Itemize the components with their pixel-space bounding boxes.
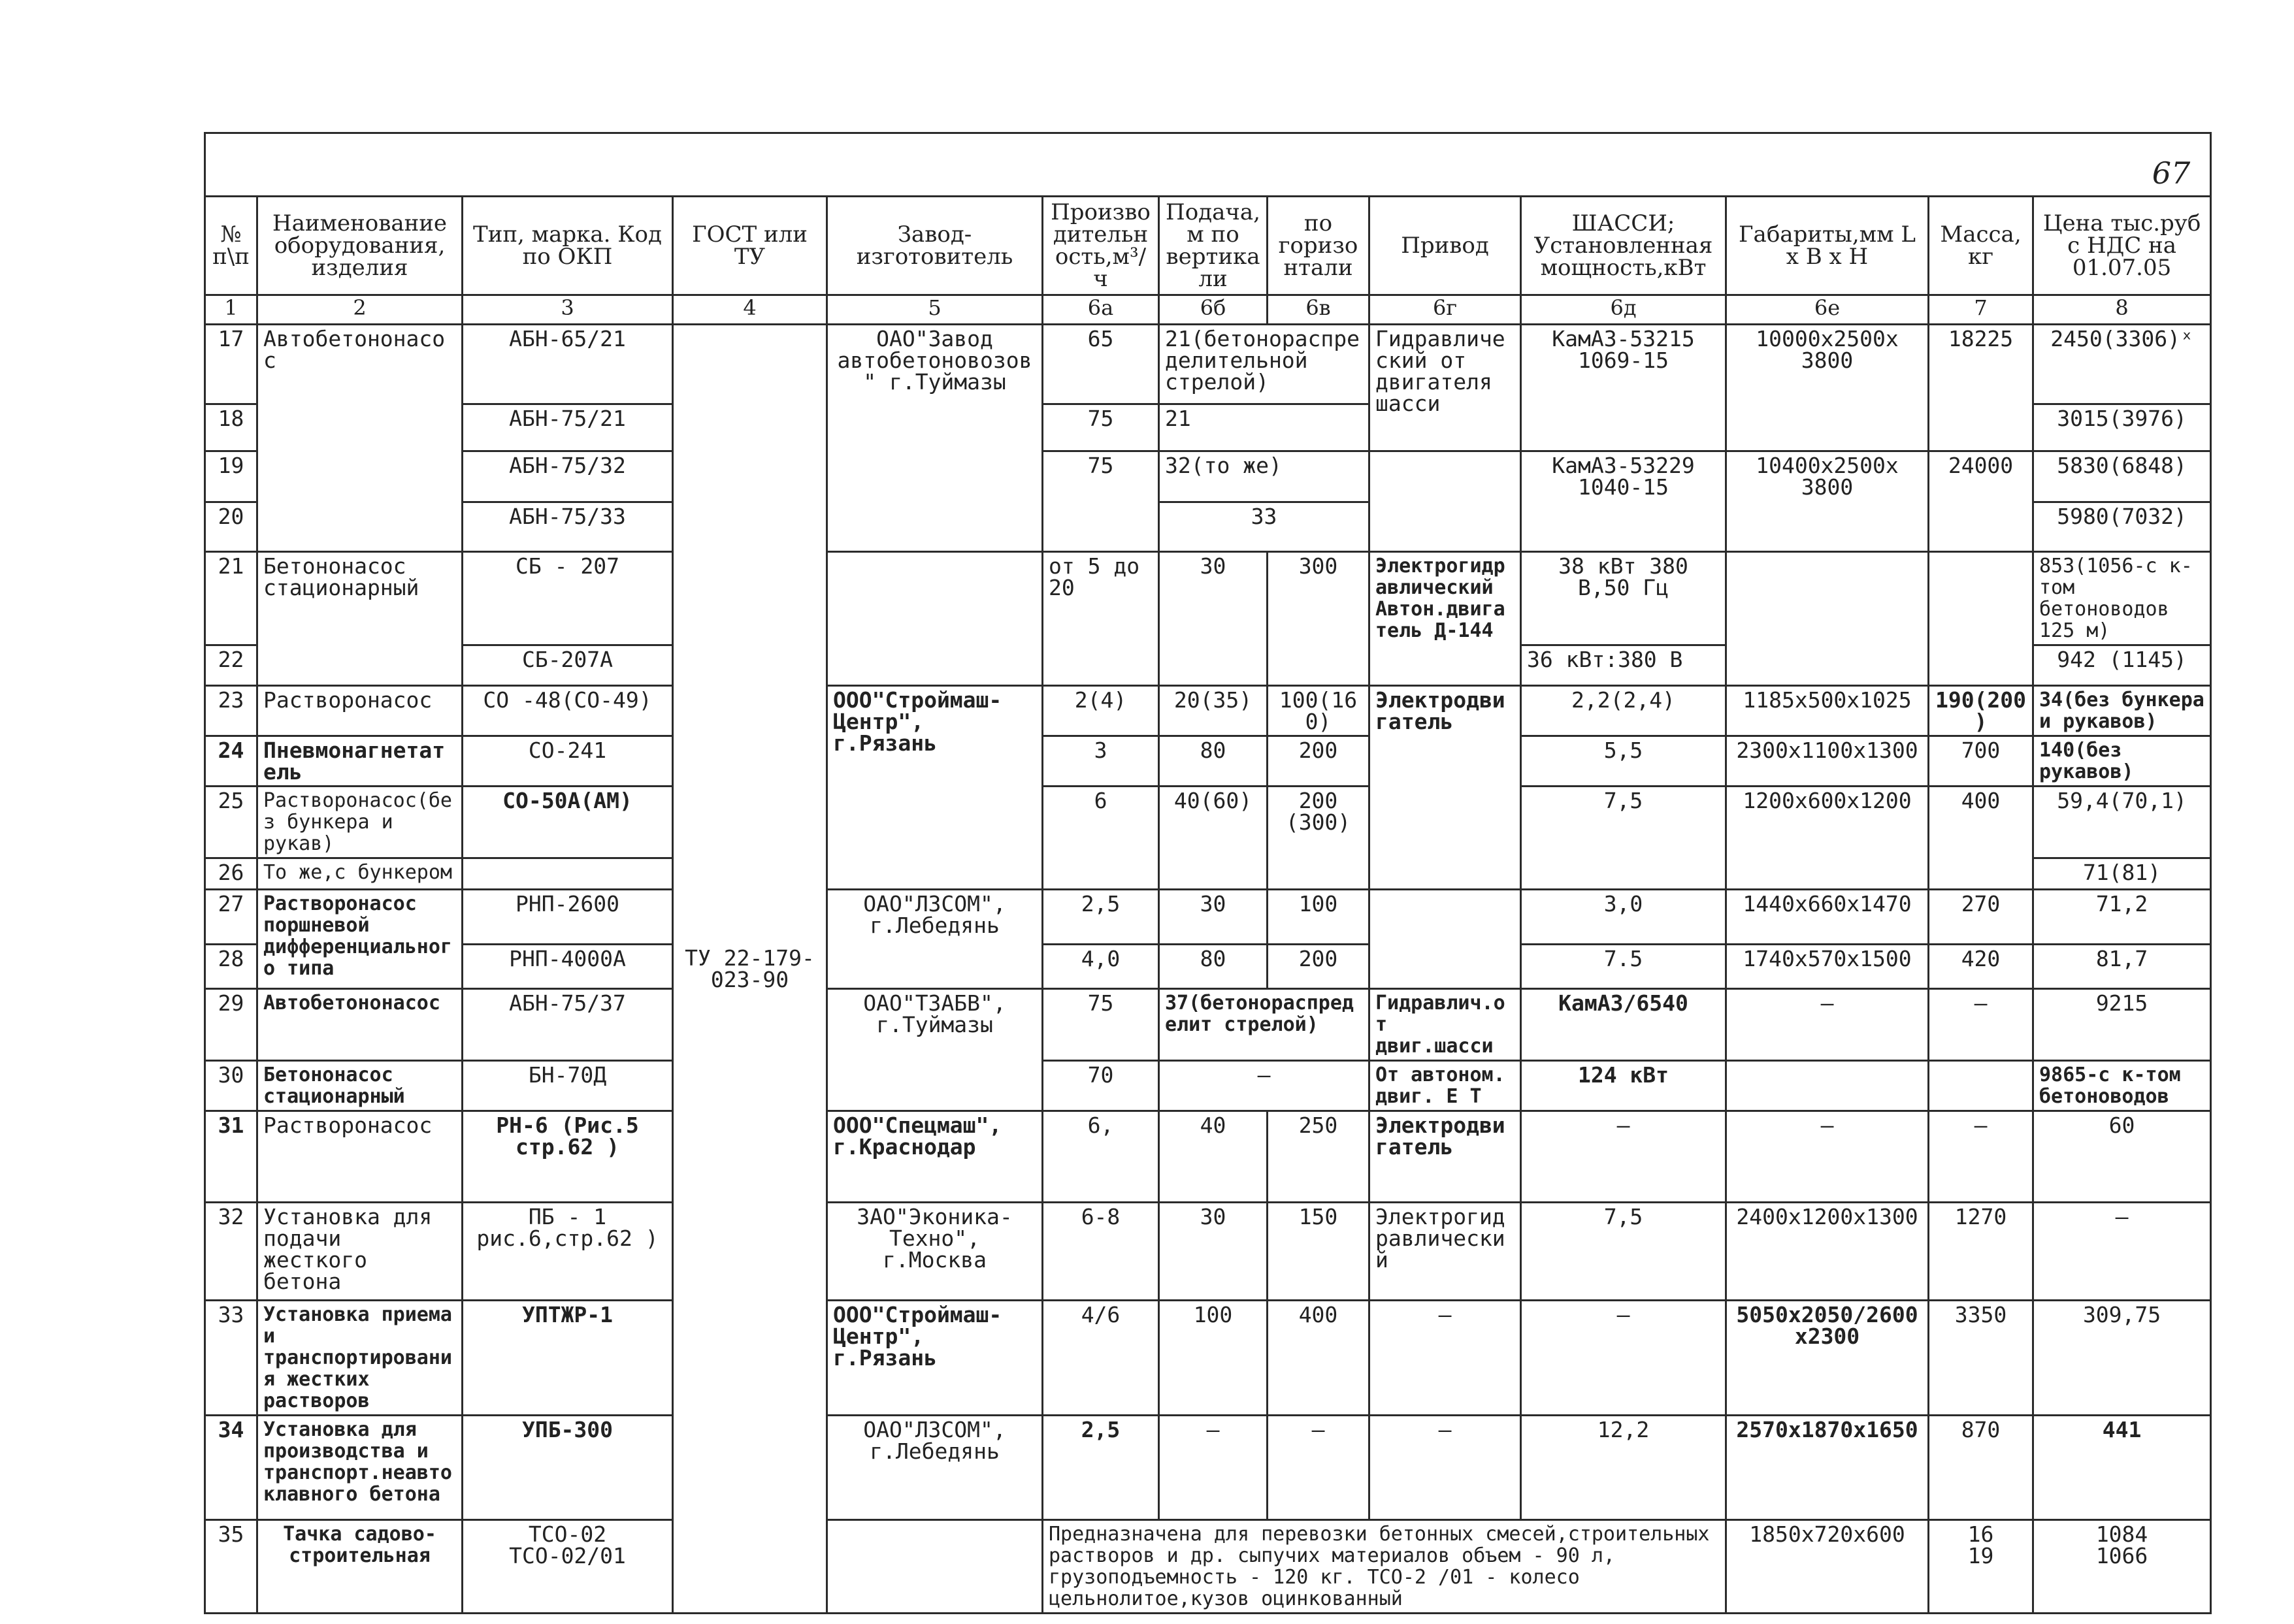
price: 71(81) [2033,858,2211,890]
table-row [205,1520,2211,1614]
dimensions: 2570x1870x1650 [1726,1416,1929,1520]
drive: Электродвигатель [1369,686,1521,890]
row-number: 33 [205,1301,257,1416]
col-num: 2 [257,295,463,325]
item-type: РНП-4000А [463,945,673,989]
plant: ОАО"ЛЗСОМ", г.Лебедянь [827,1416,1043,1520]
item-name: Установка для производства и транспорт.неавтоклавного бетона [257,1416,463,1520]
row-number: 28 [205,945,257,989]
table-row [205,325,2211,404]
row-number: 23 [205,686,257,736]
mass: — [1929,1111,2033,1203]
item-type-line: ТСО-02 [528,1521,607,1547]
price: 34(без бункера и рукавов) [2033,686,2211,736]
col-num: 6д [1521,295,1726,325]
chassis: КамАЗ-53229 1040-15 [1521,451,1726,552]
mass: 18225 [1929,325,2033,451]
vertical-feed: 30 [1159,552,1268,686]
dimensions: — [1726,1111,1929,1203]
col-num: 1 [205,295,257,325]
horizontal-feed: 300 [1268,552,1369,686]
row-number: 26 [205,858,257,890]
vertical-feed: 20(35) [1159,686,1268,736]
price: 5830(6848) [2033,451,2211,502]
item-name: Автобетононасос [257,325,463,552]
dimensions: 1200x600x1200 [1726,787,1929,890]
col-num: 6в [1268,295,1369,325]
productivity: 75 [1043,404,1159,451]
chassis: 36 кВт:380 В [1521,645,1726,686]
horizontal-feed: — [1268,1416,1369,1520]
item-type: ПБ - 1 рис.6,стр.62 ) [463,1203,673,1301]
drive: Гидравлич.от двиг.шасси [1369,989,1521,1061]
price: 5980(7032) [2033,502,2211,552]
row-number: 18 [205,404,257,451]
item-name: Растворонасос [257,1111,463,1203]
row-number: 32 [205,1203,257,1301]
price: 3015(3976) [2033,404,2211,451]
item-type: РН-6 (Рис.5 стр.62 ) [463,1111,673,1203]
plant: ООО"Спецмаш", г.Краснодар [827,1111,1043,1203]
drive [1369,451,1521,552]
productivity: 2,5 [1043,1416,1159,1520]
item-name: Пневмонагнетатель [257,736,463,787]
mass-line: 16 [1967,1521,1994,1547]
table-row [205,890,2211,945]
header-horizontal: по горизонтали [1268,197,1369,295]
row-number: 31 [205,1111,257,1203]
header-row [205,197,2211,295]
dimensions: 1440x660x1470 [1726,890,1929,945]
mass-line: 19 [1967,1543,1994,1568]
mass: 270 [1929,890,2033,945]
vertical-feed: 21(бетонораспределительной стрелой) [1159,325,1369,404]
productivity: 4/6 [1043,1301,1159,1416]
item-type: АБН-65/21 [463,325,673,404]
item-name: То же,с бункером [257,858,463,890]
productivity: 2,5 [1043,890,1159,945]
page-number: 67 [2152,155,2191,191]
vertical-feed: 40(60) [1159,787,1268,890]
productivity: 75 [1043,989,1159,1061]
row-number: 19 [205,451,257,502]
item-type [463,858,673,890]
productivity: 6 [1043,787,1159,890]
header-vertical: Подача, м по вертикали [1159,197,1268,295]
item-type: АБН-75/33 [463,502,673,552]
item-name: Растворонасос(без бункера и рукав) [257,787,463,858]
table-row [205,451,2211,502]
productivity: 4,0 [1043,945,1159,989]
header-dimensions: Габариты,мм L x B x H [1726,197,1929,295]
item-type-line: ТСО-02/01 [509,1543,626,1568]
row-number: 24 [205,736,257,787]
header-type: Тип, марка. Код по ОКП [463,197,673,295]
col-num: 6б [1159,295,1268,325]
chassis: 7,5 [1521,1203,1726,1301]
table-row [205,1061,2211,1111]
row-number: 30 [205,1061,257,1111]
productivity: от 5 до 20 [1043,552,1159,686]
vertical-feed: 21 [1159,404,1369,451]
item-name: Бетононасос стационарный [257,552,463,686]
item-type: УПБ-300 [463,1416,673,1520]
drive: Гидравлический от двигателя шасси [1369,325,1521,451]
price: 71,2 [2033,890,2211,945]
dimensions: — [1726,989,1929,1061]
price: 60 [2033,1111,2211,1203]
table-row [205,945,2211,989]
chassis: 38 кВт 380 В,50 Гц [1521,552,1726,645]
productivity: 65 [1043,325,1159,404]
price: 59,4(70,1) [2033,787,2211,858]
productivity: 70 [1043,1061,1159,1111]
plant: ОАО"ТЗАБВ", г.Туймазы [827,989,1043,1111]
drive: От автоном. двиг. Е Т [1369,1061,1521,1111]
dimensions: 5050x2050/2600 x2300 [1726,1301,1929,1416]
mass [1929,1061,2033,1111]
table-row [205,1416,2211,1520]
item-name: Тачка садово-строительная [257,1520,463,1614]
price: 441 [2033,1416,2211,1520]
productivity: 6, [1043,1111,1159,1203]
chassis: 3,0 [1521,890,1726,945]
table-row [205,787,2211,858]
chassis: — [1521,1111,1726,1203]
row-number: 35 [205,1520,257,1614]
item-name: Автобетононасос [257,989,463,1061]
table-row [205,989,2211,1061]
chassis: — [1521,1301,1726,1416]
chassis: 2,2(2,4) [1521,686,1726,736]
productivity: 6-8 [1043,1203,1159,1301]
horizontal-feed: 250 [1268,1111,1369,1203]
chassis: 12,2 [1521,1416,1726,1520]
dimensions [1726,1061,1929,1111]
item-name: Растворонасос [257,686,463,736]
col-num: 8 [2033,295,2211,325]
mass: 1270 [1929,1203,2033,1301]
row-number: 29 [205,989,257,1061]
vertical-feed: 37(бетонораспределит стрелой) [1159,989,1369,1061]
horizontal-feed: 200 [1268,945,1369,989]
header-price: Цена тыс.руб с НДС на 01.07.05 [2033,197,2211,295]
drive: — [1369,1301,1521,1416]
mass: 3350 [1929,1301,2033,1416]
chassis: КамАЗ-53215 1069-15 [1521,325,1726,451]
header-chassis: ШАССИ; Установленная мощность,кВт [1521,197,1726,295]
table-row [205,1301,2211,1416]
price-line: 1084 [2095,1521,2148,1547]
mass [1929,552,2033,686]
table-row [205,1203,2211,1301]
table-row [205,736,2211,787]
price-line: 1066 [2095,1543,2148,1568]
item-name: Установка для подачи жесткого бетона [257,1203,463,1301]
price [2033,1520,2211,1614]
item-name: Установка приема и транспортирования жестких растворов [257,1301,463,1416]
dimensions: 1850x720x600 [1726,1520,1929,1614]
top-band-row [205,133,2211,197]
price: 942 (1145) [2033,645,2211,686]
productivity: 75 [1043,451,1159,552]
mass: 870 [1929,1416,2033,1520]
plant: ООО"Строймаш-Центр", г.Рязань [827,686,1043,890]
horizontal-feed: 400 [1268,1301,1369,1416]
header-mass: Масса, кг [1929,197,2033,295]
row-number: 34 [205,1416,257,1520]
table-row [205,552,2211,645]
item-name: Растворонасос поршневой дифференциального типа [257,890,463,989]
drive: Электрогидравлический [1369,1203,1521,1301]
plant: ЗАО"Эконика-Техно", г.Москва [827,1203,1043,1301]
header-plant: Завод-изготовитель [827,197,1043,295]
top-band [205,133,2211,197]
equipment-table [204,132,2212,1614]
drive: Электродвигатель [1369,1111,1521,1203]
item-type: СБ-207А [463,645,673,686]
horizontal-feed: 150 [1268,1203,1369,1301]
mass [1929,1520,2033,1614]
row-number: 21 [205,552,257,645]
column-number-row [205,295,2211,325]
price: 9215 [2033,989,2211,1061]
item-type: СО-50А(АМ) [463,787,673,858]
dimensions [1726,552,1929,686]
item-type: СО -48(СО-49) [463,686,673,736]
drive [1369,890,1521,989]
mass: 400 [1929,787,2033,890]
plant: ОАО"Завод автобетоновозов" г.Туймазы [827,325,1043,552]
price: 81,7 [2033,945,2211,989]
dimensions: 1740x570x1500 [1726,945,1929,989]
row-number: 27 [205,890,257,945]
purpose-note: Предназначена для перевозки бетонных смесей,строительных растворов и др. сыпучих материалов объем - 90 л, грузоподъемность - 120 кг. ТСО-2 /01 - колесо цельнолитое,кузов оцинкованный [1043,1520,1726,1614]
mass: 700 [1929,736,2033,787]
vertical-feed: 33 [1159,502,1369,552]
vertical-feed: 40 [1159,1111,1268,1203]
horizontal-feed: 100(160) [1268,686,1369,736]
header-productivity: Производительность,м³/ч [1043,197,1159,295]
plant [827,552,1043,686]
vertical-feed: — [1159,1061,1369,1111]
dimensions: 10400x2500x 3800 [1726,451,1929,552]
drive: — [1369,1416,1521,1520]
mass: 420 [1929,945,2033,989]
price: 309,75 [2033,1301,2211,1416]
item-type: АБН-75/32 [463,451,673,502]
productivity: 2(4) [1043,686,1159,736]
col-num: 6а [1043,295,1159,325]
vertical-feed: 80 [1159,736,1268,787]
drive: Электрогидравлический Автон.двигатель Д-144 [1369,552,1521,686]
col-num: 3 [463,295,673,325]
col-num: 5 [827,295,1043,325]
dimensions: 2400x1200x1300 [1726,1203,1929,1301]
dimensions: 10000x2500x 3800 [1726,325,1929,451]
row-number: 17 [205,325,257,404]
row-number: 25 [205,787,257,858]
item-type: БН-70Д [463,1061,673,1111]
col-num: 6г [1369,295,1521,325]
price: 9865-с к-том бетоноводов [2033,1061,2211,1111]
vertical-feed: 30 [1159,1203,1268,1301]
item-type: СБ - 207 [463,552,673,645]
vertical-feed: — [1159,1416,1268,1520]
row-number: 20 [205,502,257,552]
item-type: АБН-75/21 [463,404,673,451]
mass: — [1929,989,2033,1061]
mass: 190(200) [1929,686,2033,736]
chassis: 7.5 [1521,945,1726,989]
plant [827,1520,1043,1614]
vertical-feed: 80 [1159,945,1268,989]
vertical-feed: 100 [1159,1301,1268,1416]
horizontal-feed: 200 (300) [1268,787,1369,890]
header-drive: Привод [1369,197,1521,295]
price: 2450(3306)ˣ [2033,325,2211,404]
col-num: 6е [1726,295,1929,325]
header-gost: ГОСТ или ТУ [673,197,827,295]
price: — [2033,1203,2211,1301]
col-num: 4 [673,295,827,325]
mass: 24000 [1929,451,2033,552]
vertical-feed: 30 [1159,890,1268,945]
header-name: Наименование оборудования, изделия [257,197,463,295]
chassis: 5,5 [1521,736,1726,787]
chassis: 124 кВт [1521,1061,1726,1111]
horizontal-feed: 200 [1268,736,1369,787]
item-type: РНП-2600 [463,890,673,945]
price: 853(1056-с к-том бетоноводов 125 м) [2033,552,2211,645]
dimensions: 2300x1100x1300 [1726,736,1929,787]
horizontal-feed: 100 [1268,890,1369,945]
col-num: 7 [1929,295,2033,325]
chassis: 7,5 [1521,787,1726,890]
gost-code: ТУ 22-179-023-90 [673,325,827,1614]
plant: ООО"Строймаш-Центр", г.Рязань [827,1301,1043,1416]
productivity: 3 [1043,736,1159,787]
vertical-feed: 32(то же) [1159,451,1369,502]
row-number: 22 [205,645,257,686]
table-row [205,1111,2211,1203]
price: 140(без рукавов) [2033,736,2211,787]
item-type [463,1520,673,1614]
dimensions: 1185x500x1025 [1726,686,1929,736]
item-type: УПТЖР-1 [463,1301,673,1416]
item-type: СО-241 [463,736,673,787]
item-name: Бетононасос стационарный [257,1061,463,1111]
header-no: № п\п [205,197,257,295]
plant: ОАО"ЛЗСОМ", г.Лебедянь [827,890,1043,989]
item-type: АБН-75/37 [463,989,673,1061]
chassis: КамАЗ/6540 [1521,989,1726,1061]
table-row [205,686,2211,736]
